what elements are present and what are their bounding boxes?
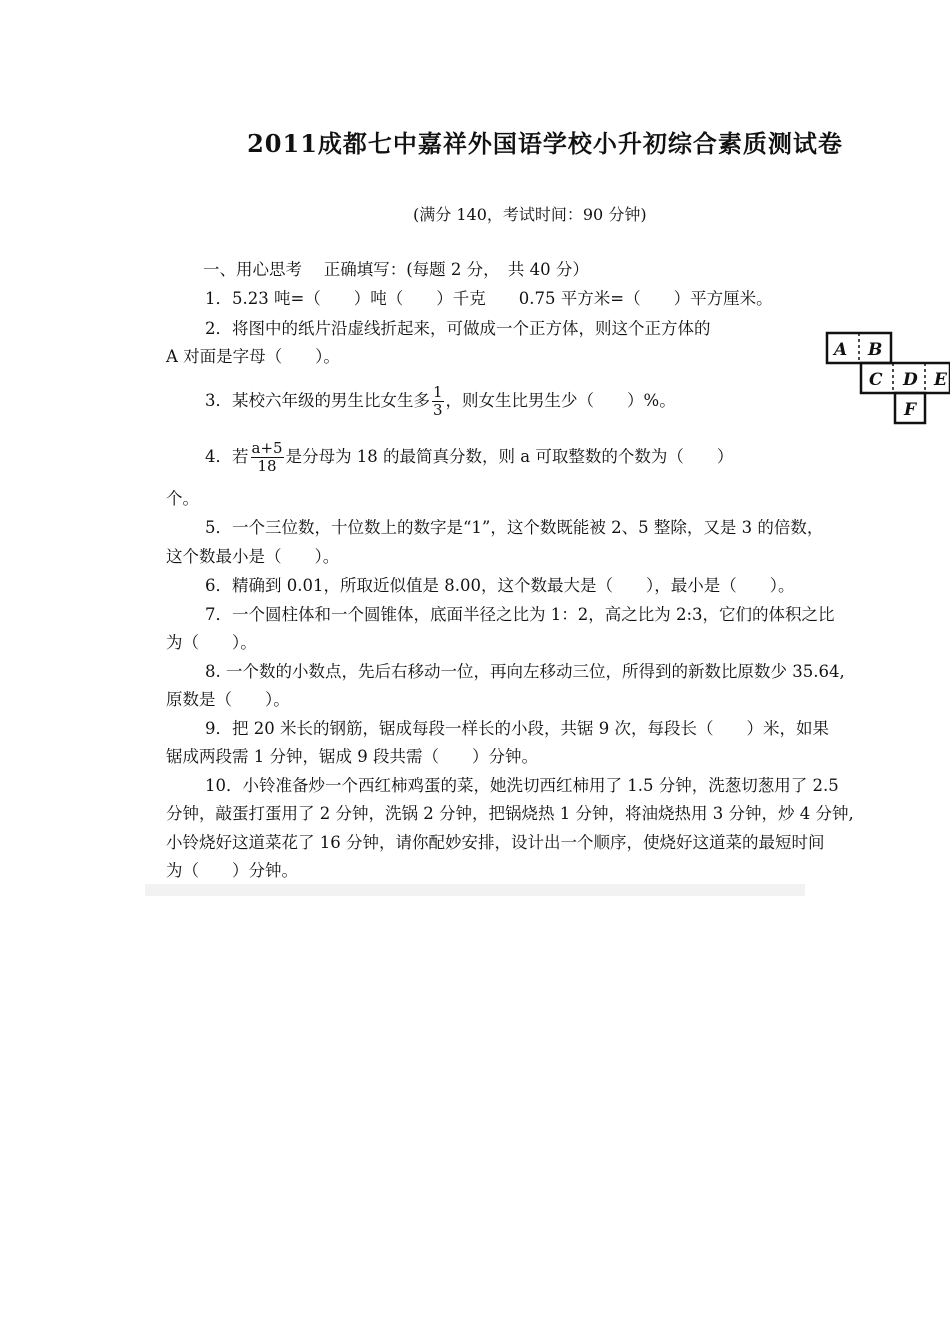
page-title: 2011成都七中嘉祥外国语学校小升初综合素质测试卷 xyxy=(247,129,843,158)
fraction-one-third xyxy=(432,384,444,419)
fraction-denominator: 3 xyxy=(433,401,443,419)
question-3-text-after: ，则女生比男生少（ ）%。 xyxy=(445,391,676,410)
question-2-line-1: 2．将图中的纸片沿虚线折起来，可做成一个正方体，则这个正方体的 xyxy=(205,319,711,338)
question-10-line-4: 为（ ）分钟。 xyxy=(166,861,298,880)
question-10-line-3: 小铃烧好这道菜花了 16 分钟，请你配妙安排，设计出一个顺序，使烧好这道菜的最短时间 xyxy=(166,833,825,852)
scan-edge-strip xyxy=(145,884,805,896)
exam-info: (满分 140，考试时间：90 分钟) xyxy=(413,205,647,224)
question-7-line-1: 7．一个圆柱体和一个圆锥体，底面半径之比为 1：2，高之比为 2:3，它们的体积之比 xyxy=(205,605,835,624)
question-6: 6．精确到 0.01，所取近似值是 8.00，这个数最大是（ ），最小是（ ）。 xyxy=(205,576,795,595)
question-8-line-2: 原数是（ ）。 xyxy=(166,690,290,709)
question-9-line-2: 锯成两段需 1 分钟，锯成 9 段共需（ ）分钟。 xyxy=(166,747,538,766)
cube-net-figure xyxy=(824,327,950,427)
question-2-line-2: A 对面是字母（ ）。 xyxy=(166,347,340,366)
question-5-line-2: 这个数最小是（ ）。 xyxy=(166,547,340,566)
net-label-d: D xyxy=(903,370,918,390)
question-4-text-before: 4．若 xyxy=(205,447,249,466)
net-label-f: F xyxy=(904,400,917,420)
question-10-line-1: 10．小铃准备炒一个西红柿鸡蛋的菜，她洗切西红柿用了 1.5 分钟，洗葱切葱用了 2.5 xyxy=(205,776,839,795)
section-heading: 一、用心思考 正确填写：(每题 2 分， 共 40 分） xyxy=(203,260,589,279)
question-4 xyxy=(205,440,733,475)
net-label-a: A xyxy=(834,340,848,360)
fraction-numerator: a+5 xyxy=(251,439,283,457)
question-8-line-1: 8. 一个数的小数点，先后右移动一位，再向左移动三位，所得到的新数比原数少 35.64, xyxy=(205,662,845,681)
question-4-text-after: 是分母为 18 的最简真分数，则 a 可取整数的个数为（ ） xyxy=(285,447,734,466)
fraction-numerator: 1 xyxy=(433,383,443,401)
question-1: 1．5.23 吨=（ ）吨（ ）千克 0.75 平方米=（ ）平方厘米。 xyxy=(205,289,773,308)
net-label-b: B xyxy=(868,340,883,360)
fraction-denominator: 18 xyxy=(257,457,277,475)
question-3 xyxy=(205,384,676,419)
question-7-line-2: 为（ ）。 xyxy=(166,633,257,652)
net-label-c: C xyxy=(869,370,883,390)
question-5-line-1: 5．一个三位数，十位数上的数字是“1”，这个数既能被 2、5 整除，又是 3 的倍数， xyxy=(205,518,824,537)
question-10-line-2: 分钟，敲蛋打蛋用了 2 分钟，洗锅 2 分钟，把锅烧热 1 分钟，将油烧热用 3 分钟，炒 4 分钟, xyxy=(166,804,854,823)
fraction-a-plus-5-over-18 xyxy=(251,440,284,475)
question-3-text-before: 3．某校六年级的男生比女生多 xyxy=(205,391,430,410)
question-9-line-1: 9．把 20 米长的钢筋，锯成每段一样长的小段，共锯 9 次，每段长（ ）米，如果 xyxy=(205,719,829,738)
question-4-line-2: 个。 xyxy=(166,489,199,508)
net-label-e: E xyxy=(934,370,947,390)
